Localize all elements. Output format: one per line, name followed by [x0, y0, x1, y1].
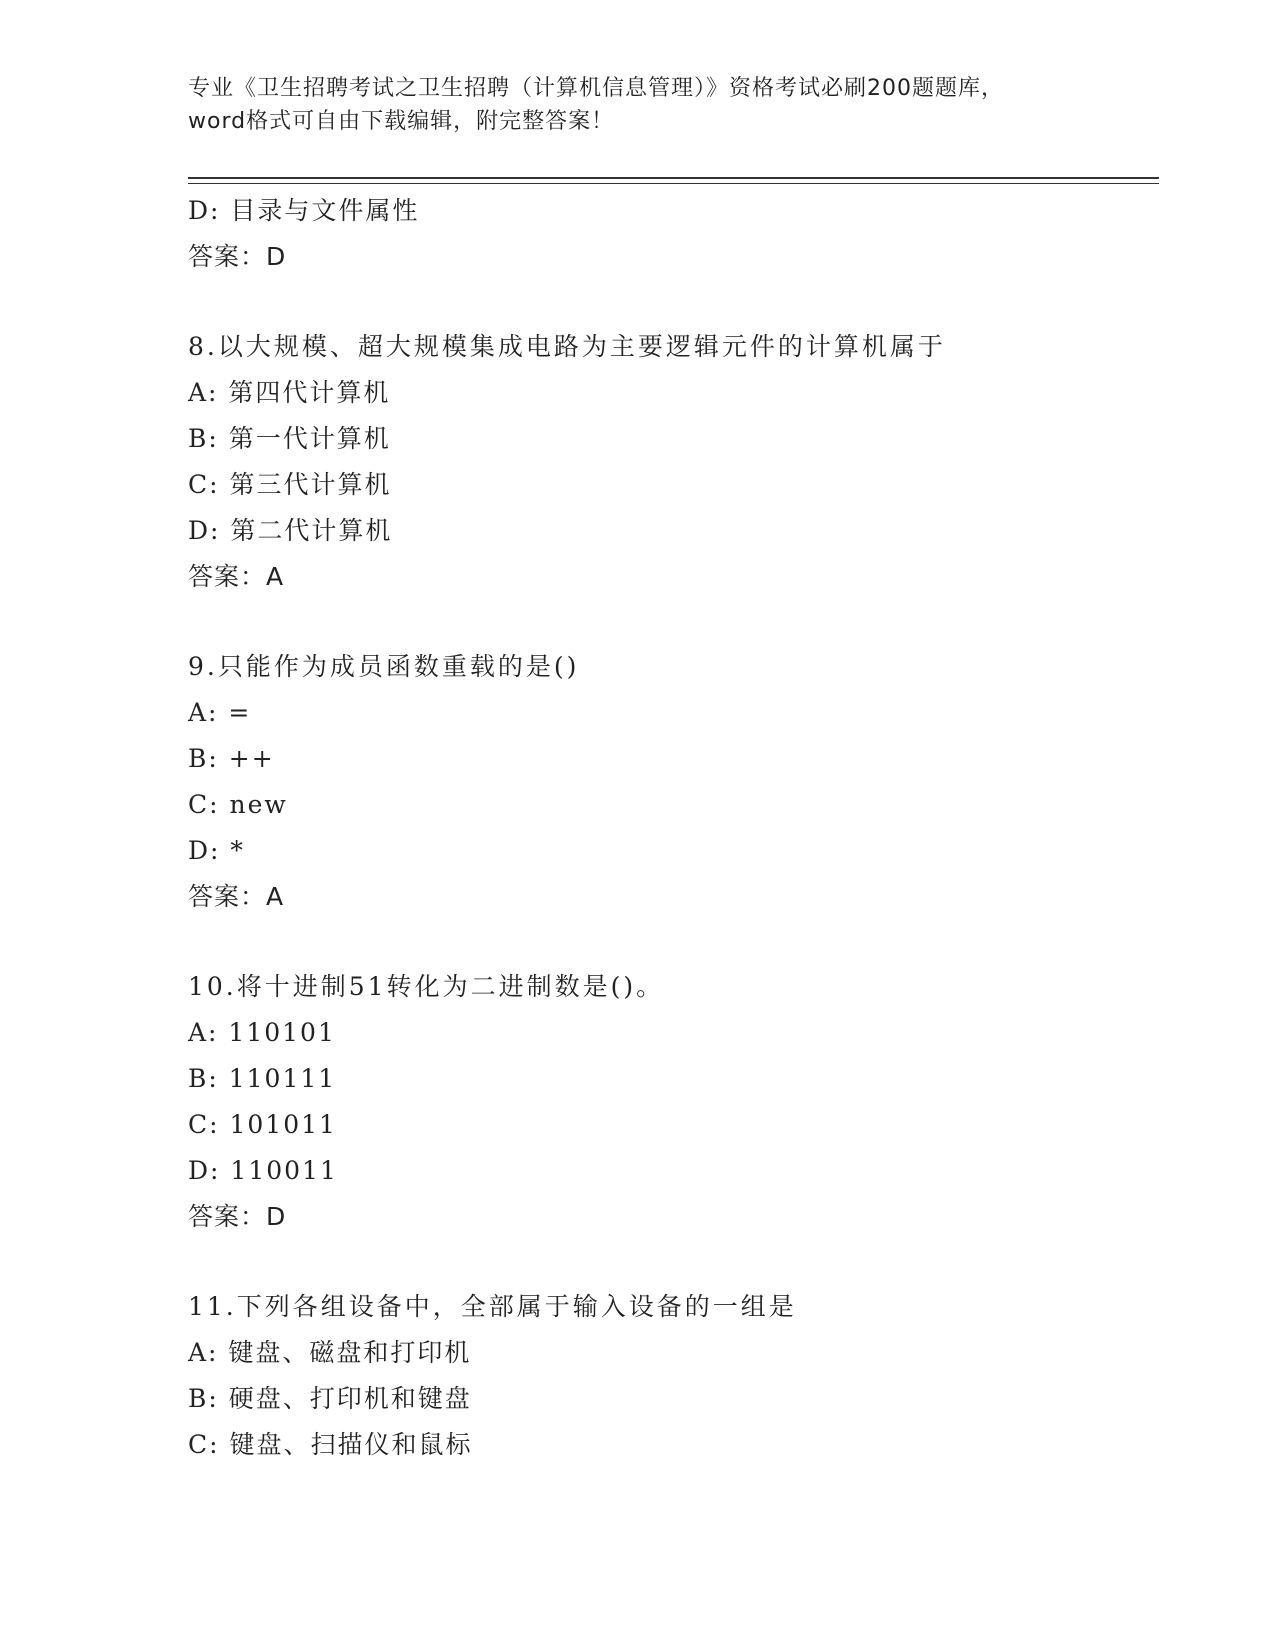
spacer [188, 920, 1148, 964]
option-c: C: 第三代计算机 [188, 470, 392, 499]
question-list [188, 188, 1148, 1468]
option-b: B: 硬盘、打印机和键盘 [188, 1384, 472, 1413]
option-a: A: = [188, 698, 252, 727]
question-9 [188, 644, 1148, 920]
answer: 答案：D [188, 242, 287, 271]
option-b: B: ++ [188, 744, 275, 773]
option-d: D: 第二代计算机 [188, 516, 393, 545]
spacer [188, 1240, 1148, 1284]
question-11 [188, 1284, 1148, 1468]
option-a: A: 键盘、磁盘和打印机 [188, 1338, 472, 1367]
answer: 答案：A [188, 562, 285, 591]
option-c: C: 101011 [188, 1110, 337, 1139]
spacer [188, 280, 1148, 324]
option-a: A: 110101 [188, 1018, 336, 1047]
answer: 答案：D [188, 1202, 287, 1231]
option-a: A: 第四代计算机 [188, 378, 391, 407]
question-text: 11.下列各组设备中，全部属于输入设备的一组是 [188, 1292, 797, 1321]
question-8 [188, 324, 1148, 600]
option-b: B: 第一代计算机 [188, 424, 391, 453]
option-d: D: 目录与文件属性 [188, 196, 420, 225]
option-c: C: new [188, 790, 288, 819]
option-d: D: 110011 [188, 1156, 338, 1185]
header-line-2: word格式可自由下载编辑，附完整答案！ [188, 109, 615, 134]
spacer [188, 600, 1148, 644]
question-text: 10.将十进制51转化为二进制数是()。 [188, 972, 665, 1001]
option-b: B: 110111 [188, 1064, 337, 1093]
question-text: 8.以大规模、超大规模集成电路为主要逻辑元件的计算机属于 [188, 332, 946, 361]
document-header [188, 72, 1088, 138]
answer: 答案：A [188, 882, 285, 911]
header-line-1: 专业《卫生招聘考试之卫生招聘（计算机信息管理）》资格考试必刷200题题库， [188, 76, 1004, 101]
question-7 [188, 188, 1148, 280]
header-divider-thick [188, 177, 1159, 179]
option-c: C: 键盘、扫描仪和鼠标 [188, 1430, 473, 1459]
question-10 [188, 964, 1148, 1240]
option-d: D: * [188, 836, 245, 865]
header-divider-thin [188, 183, 1159, 184]
question-text: 9.只能作为成员函数重载的是() [188, 652, 580, 681]
